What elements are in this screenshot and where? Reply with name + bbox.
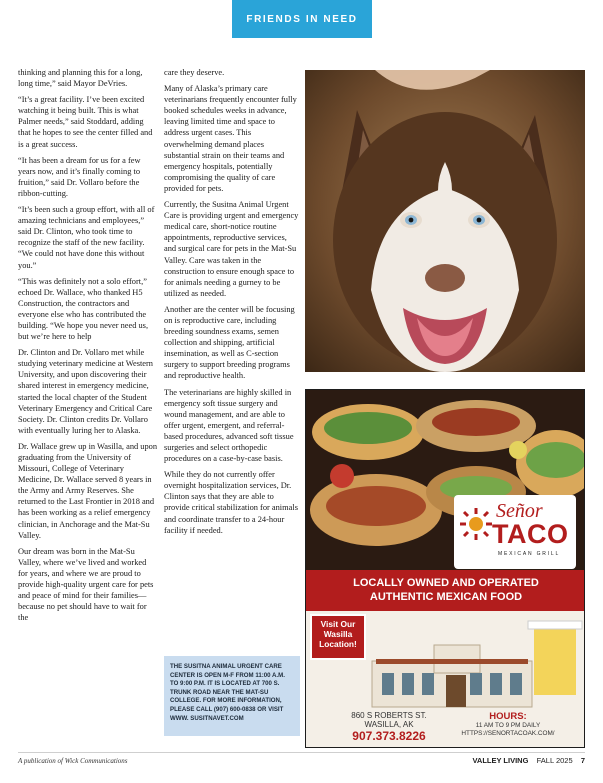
senor-taco-advertisement[interactable] [305, 389, 585, 748]
paragraph: Dr. Wallace grew up in Wasilla, and upon graduating from the University of Missouri, College of Veterinary Medicine, Dr. Wallace served 8 years in the Army and Army Reserves. She returned to the Last Frontier in 2018 and has been working as a relief emergency clinician, in Anchorage and the Mat-Su Valley. [18, 441, 158, 540]
paragraph: Many of Alaska’s primary care veterinarians frequently encounter fully booked schedules weeks in advance, leaving limited time and space to address urgent cases. This overwhelming demand places substantial strain on their teams and emergency hospitals, potentially compromising the quality of care provided for pets. [164, 84, 297, 193]
address-city: WASILLA, AK [364, 720, 414, 729]
footer-folio [472, 756, 585, 765]
visit-line-1: Visit Our [320, 619, 356, 629]
paragraph: care they deserve. [164, 68, 225, 77]
husky-illustration [305, 70, 585, 372]
footer-publisher: A publication of Wick Communications [18, 757, 128, 765]
visit-line-2: Wasilla [323, 629, 353, 639]
paragraph: “This was definitely not a solo effort,” echoed Dr. Wallace, who thanked H5 Construction, the contractors and everyone else who has contributed the building. “We hope you never need us, but we’re here to help [18, 276, 149, 342]
magazine-name: VALLEY LIVING [472, 756, 529, 765]
website-link[interactable]: HTTPS://SENORTACOAK.COM/ [461, 730, 555, 738]
issue-label: FALL 2025 [536, 756, 573, 765]
paragraph: Another are the center will be focusing on is reproductive care, including breeding soundness exams, semen collection and shipping, artificial insemination, as well as C-section surgery to support breeding programs and reproductive health. [164, 304, 295, 381]
paragraph: Our dream was born in the Mat-Su Valley, where we’ve lived and worked for years, and where we are proud to provide high-quality urgent care for pets and peace of mind for their families—because no pet should have to wait for the [18, 546, 154, 623]
paragraph: thinking and planning this for a long, long time,” said Mayor DeVries. [18, 68, 143, 89]
article-column-1 [18, 67, 158, 628]
hours-title: HOURS: [489, 711, 527, 722]
ad-hours [440, 711, 576, 739]
ad-headline-line-2: AUTHENTIC MEXICAN FOOD [369, 591, 523, 603]
paragraph: “It’s a great facility. I’ve been excited watching it being built. This is what Palmer needs,” said Stoddard, adding that he hopes to see the center filled and is a great success. [18, 95, 153, 149]
hours-detail: 11 AM TO 9 PM DAILY [475, 722, 541, 729]
paragraph: While they do not currently offer overnight hospitalization services, Dr. Clinton says that they are able to provide critical stabilization for animals and coordinate transfer to a 24-hour facility if needed. [164, 470, 298, 535]
paragraph: Currently, the Susitna Animal Urgent Care is providing urgent and emergency medical care, short-notice routine appointments, reproductive services, and surgical care for pets in the Mat-Su Valley. Care was taken in the construction to ensure enough space to for animals needing a gurney to be utilized as needed. [164, 200, 299, 298]
page-number: 7 [580, 756, 585, 765]
visit-line-3: Location! [319, 639, 357, 649]
visit-location-badge[interactable] [310, 614, 366, 660]
sun-logo-icon [459, 507, 493, 541]
senor-taco-logo [454, 495, 576, 569]
husky-dog-photo [305, 70, 585, 372]
address-street: 860 S ROBERTS ST. [351, 711, 427, 720]
ad-headline-line-1: LOCALLY OWNED AND OPERATED [353, 577, 539, 589]
logo-text-senor: Señor [496, 500, 543, 522]
paragraph: The veterinarians are highly skilled in emergency soft tissue surgery and wound management, and are able to offer urgent, emergent, and referral-based procedures, advanced soft tissue surgeries and select orthopedic procedures on a case-by-case basis. [164, 387, 294, 464]
phone-number[interactable]: 907.373.8226 [352, 729, 426, 743]
logo-subtitle: MEXICAN GRILL [498, 551, 561, 557]
paragraph: Dr. Clinton and Dr. Vollaro met while studying veterinary medicine at Western University, and upon discovering their shared interest in emergency medicine, started the local chapter of the Student Veterinary Emergency and Critical Care Society. Dr. Clinton credits Dr. Vollaro with eventually luring her to Alaska. [18, 348, 153, 435]
article-column-2 [164, 67, 300, 541]
logo-text-taco: TACO [492, 519, 569, 549]
info-callout-box: THE SUSITNA ANIMAL URGENT CARE CENTER IS OPEN M-F FROM 11:00 A.M. TO 9:00 P.M. IT IS LOCATED AT 700 S. TRUNK ROAD NEAR THE MAT-SU COLLEGE. FOR MORE INFORMATION, PLEASE CALL (907) 600-0838 OR VISIT WWW. SUSITNAVET.COM [164, 656, 300, 736]
ad-headline-band [306, 570, 585, 611]
footer-divider [18, 752, 585, 753]
ad-address [344, 711, 434, 744]
section-label: FRIENDS IN NEED [232, 0, 372, 38]
paragraph: “It’s been such a group effort, with all of amazing technicians and employees,” said Dr. Clinton, who took time to recognize the staff of the new facility. “We could not have done this without you.” [18, 205, 155, 270]
paragraph: “It has been a dream for us for a few years now, and it’s finally coming to fruition,” said Dr. Vollaro before the ribbon-cutting. [18, 155, 141, 198]
